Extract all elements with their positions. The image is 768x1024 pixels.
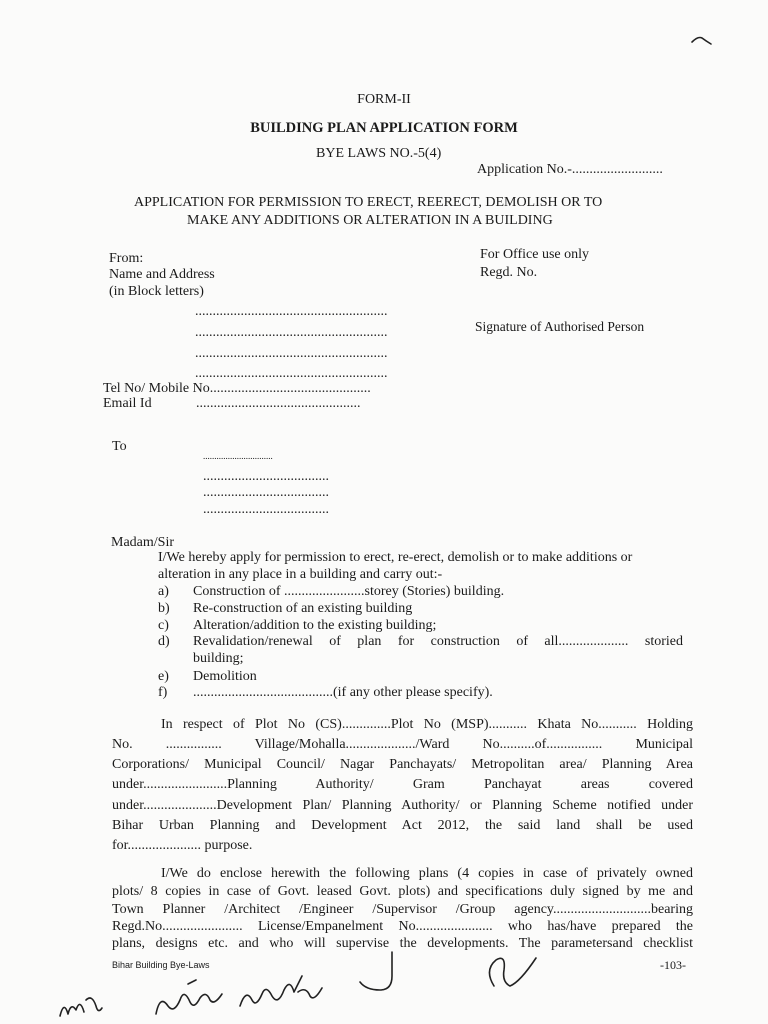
to-label: To bbox=[112, 439, 127, 454]
handwritten-signature-1 bbox=[150, 976, 230, 1021]
plot-details-line: under........................Planning Authority/ Gram Panchayat areas covered bbox=[112, 777, 693, 792]
item-label: b) bbox=[158, 601, 170, 616]
item-text: Construction of .......................storey (Stories) building. bbox=[193, 584, 505, 599]
block-letters-note: (in Block letters) bbox=[109, 284, 204, 299]
plot-details-line: In respect of Plot No (CS)..............Plot No (MSP)........... Khata No........... Holding bbox=[161, 717, 693, 732]
footer-left: Bihar Building Bye-Laws bbox=[112, 960, 210, 970]
address-line: ....................................................... bbox=[195, 304, 388, 319]
regd-no-label: Regd. No. bbox=[480, 265, 538, 280]
item-label: d) bbox=[158, 634, 170, 649]
corner-mark-icon bbox=[690, 34, 714, 48]
handwritten-initials-2 bbox=[480, 952, 540, 992]
subject-line-1: APPLICATION FOR PERMISSION TO ERECT, REERECT, DEMOLISH OR TO bbox=[134, 195, 603, 210]
intro-line-1: I/We hereby apply for permission to erect, re-erect, demolish or to make additions or bbox=[158, 550, 633, 565]
from-label: From: bbox=[109, 251, 144, 266]
enclosure-line: plans, designs etc. and who will supervise the developments. The parametersand checklist bbox=[112, 936, 693, 951]
form-title: BUILDING PLAN APPLICATION FORM bbox=[250, 120, 518, 136]
handwritten-signature-2 bbox=[236, 966, 326, 1016]
item-text: Demolition bbox=[193, 669, 257, 684]
office-use-label: For Office use only bbox=[480, 247, 589, 262]
handwritten-mark-hook bbox=[354, 948, 404, 998]
address-line: ....................................................... bbox=[195, 366, 388, 381]
plot-details-line: Corporations/ Municipal Council/ Nagar Panchayats/ Metropolitan area/ Planning Area bbox=[112, 757, 693, 772]
email-field: ............................................... bbox=[196, 396, 361, 411]
item-text: ........................................(if any other please specify). bbox=[193, 685, 493, 700]
tel-mobile-field: Tel No/ Mobile No.............................................. bbox=[103, 381, 371, 396]
enclosure-line: plots/ 8 copies in case of Govt. leased Govt. plots) and specifications duly signed by me and bbox=[112, 884, 693, 899]
item-text: Re-construction of an existing building bbox=[193, 601, 413, 616]
bye-laws-ref: BYE LAWS NO.-5(4) bbox=[316, 146, 442, 161]
plot-details-line: for..................... purpose. bbox=[112, 838, 253, 853]
intro-line-2: alteration in any place in a building and carry out:- bbox=[158, 567, 443, 582]
item-text: Revalidation/renewal of plan for construction of all.................... storied bbox=[193, 634, 683, 649]
handwritten-initials-1 bbox=[56, 992, 106, 1022]
item-text-continuation: building; bbox=[193, 651, 244, 666]
plot-details-line: No. ................ Village/Mohalla..................../Ward No..........of................ Municipal bbox=[112, 737, 693, 752]
enclosure-line: Town Planner /Architect /Engineer /Supervisor /Group agency............................bearing bbox=[112, 902, 693, 917]
email-label: Email Id bbox=[103, 396, 152, 411]
address-line: ....................................................... bbox=[195, 325, 388, 340]
authorised-signature-label: Signature of Authorised Person bbox=[475, 319, 645, 334]
application-number: Application No.-.......................... bbox=[477, 162, 663, 177]
page-number: -103- bbox=[660, 958, 686, 972]
subject-line-2: MAKE ANY ADDITIONS OR ALTERATION IN A BUILDING bbox=[187, 213, 553, 228]
item-label: f) bbox=[158, 685, 168, 700]
to-address-line: .................................... bbox=[203, 469, 329, 484]
form-number: FORM-II bbox=[357, 92, 411, 107]
name-address-label: Name and Address bbox=[109, 267, 215, 282]
to-address-line: .................................... bbox=[203, 502, 329, 517]
item-label: a) bbox=[158, 584, 169, 599]
item-label: e) bbox=[158, 669, 169, 684]
to-address-line: .................................... bbox=[203, 485, 329, 500]
address-line: ....................................................... bbox=[195, 346, 388, 361]
item-text: Alteration/addition to the existing building; bbox=[193, 618, 437, 633]
enclosure-line: Regd.No....................... License/Empanelment No...................... who has/have prepared the bbox=[112, 919, 693, 934]
to-address-line: ............................... bbox=[203, 451, 273, 461]
plot-details-line: Bihar Urban Planning and Development Act 2012, the said land shall be used bbox=[112, 818, 693, 833]
item-label: c) bbox=[158, 618, 169, 633]
salutation: Madam/Sir bbox=[111, 535, 174, 550]
enclosure-line: I/We do enclose herewith the following plans (4 copies in case of privately owned bbox=[161, 866, 693, 881]
plot-details-line: under.....................Development Plan/ Planning Authority/ or Planning Scheme notified under bbox=[112, 798, 693, 813]
